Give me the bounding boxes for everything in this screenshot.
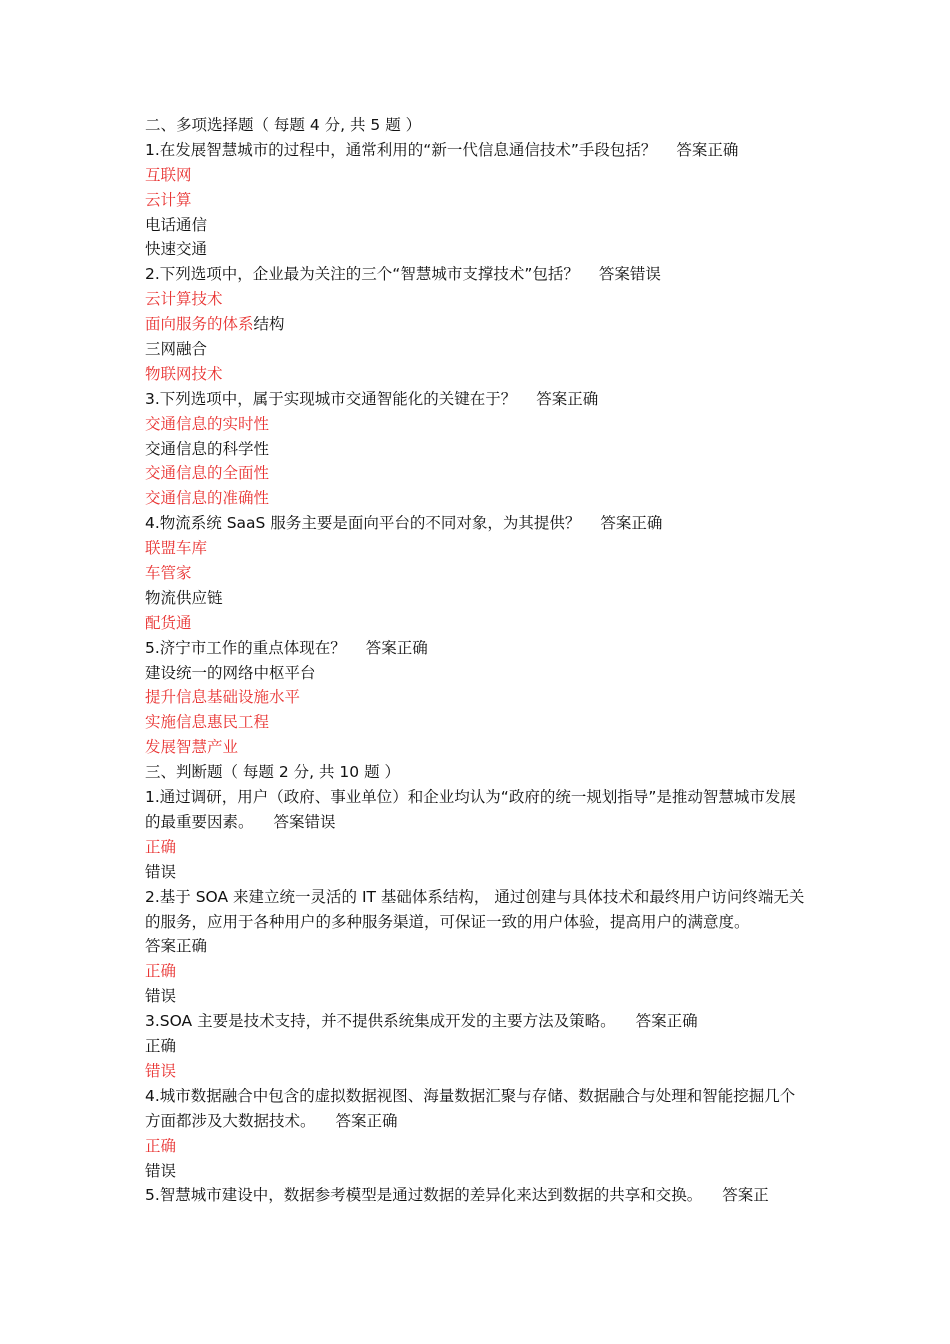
option: 物流供应链 bbox=[145, 588, 223, 607]
question-text: 4.城市数据融合中包含的虚拟数据视图、海量数据汇聚与存储、数据融合与处理和智能挖掘几个方面都涉及大数据技术。 bbox=[145, 1086, 796, 1130]
answer-result: 答案错误 bbox=[598, 265, 661, 284]
question-text: 5.济宁市工作的重点体现在？ bbox=[145, 638, 346, 657]
option: 建设统一的网络中枢平台 bbox=[145, 663, 316, 682]
question-text: 4.物流系统 SaaS 服务主要是面向平台的不同对象，为其提供？ bbox=[145, 514, 581, 533]
answer-result: 答案错误 bbox=[273, 812, 336, 831]
option: 交通信息的科学性 bbox=[145, 439, 270, 458]
answer-result: 答案正确 bbox=[676, 140, 739, 159]
question-text: 2.下列选项中，企业最为关注的三个“智慧城市支撑技术”包括？ bbox=[145, 265, 579, 284]
option-selected: 云计算技术 bbox=[145, 290, 223, 309]
option-selected: 交通信息的实时性 bbox=[145, 414, 270, 433]
question-text: 1.在发展智慧城市的过程中，通常利用的“新一代信息通信技术”手段包括？ bbox=[145, 140, 657, 159]
option-selected: 交通信息的准确性 bbox=[145, 489, 270, 508]
question bbox=[145, 1084, 810, 1134]
option: 错误 bbox=[145, 1161, 177, 1180]
question-text: 1.通过调研，用户（政府、事业单位）和企业均认为“政府的统一规划指导”是推动智慧城市发展的最重要因素。 bbox=[145, 788, 796, 831]
question bbox=[145, 636, 810, 661]
question bbox=[145, 511, 810, 536]
option bbox=[145, 312, 810, 337]
question-text: 3.SOA 主要是技术支持，并不提供系统集成开发的主要方法及策略。 bbox=[145, 1012, 616, 1031]
option-selected: 实施信息惠民工程 bbox=[145, 713, 270, 732]
question-text: 5.智慧城市建设中，数据参考模型是通过数据的差异化来达到数据的共享和交换。 bbox=[145, 1186, 703, 1205]
section-heading-multiple-choice: 二、多项选择题（ 每题 4 分, 共 5 题 ） bbox=[145, 116, 422, 134]
option-selected: 互联网 bbox=[145, 165, 192, 184]
question bbox=[145, 785, 810, 835]
option-selected: 发展智慧产业 bbox=[145, 738, 239, 757]
option-selected-part: 面向服务的体系 bbox=[145, 315, 254, 334]
option-selected: 云计算 bbox=[145, 190, 192, 209]
answer-result: 答案正确 bbox=[145, 937, 208, 956]
answer-result: 答案正 bbox=[722, 1186, 769, 1205]
option: 三网融合 bbox=[145, 340, 208, 359]
option-part: 结构 bbox=[253, 315, 285, 334]
option-selected: 联盟车库 bbox=[145, 539, 208, 558]
option-selected: 正确 bbox=[145, 962, 177, 981]
option: 错误 bbox=[145, 987, 177, 1006]
option-selected: 提升信息基础设施水平 bbox=[145, 688, 301, 707]
option: 快速交通 bbox=[145, 240, 208, 259]
answer-result: 答案正确 bbox=[365, 638, 428, 657]
option-selected: 配货通 bbox=[145, 613, 192, 632]
option-selected: 交通信息的全面性 bbox=[145, 464, 270, 483]
question bbox=[145, 1183, 810, 1208]
question bbox=[145, 1009, 810, 1034]
option-selected: 正确 bbox=[145, 837, 177, 856]
question-text: 3.下列选项中，属于实现城市交通智能化的关键在于？ bbox=[145, 389, 517, 408]
question bbox=[145, 262, 810, 287]
option: 正确 bbox=[145, 1037, 177, 1056]
section-heading-true-false: 三、判断题（ 每题 2 分, 共 10 题 ） bbox=[145, 763, 401, 782]
option: 电话通信 bbox=[145, 215, 208, 234]
answer-result: 答案正确 bbox=[335, 1111, 398, 1130]
option-selected: 错误 bbox=[145, 1061, 177, 1080]
question bbox=[145, 138, 810, 163]
option: 错误 bbox=[145, 862, 177, 881]
answer-result: 答案正确 bbox=[536, 389, 599, 408]
answer-result: 答案正确 bbox=[600, 514, 663, 533]
question: 2.基于 SOA 来建立统一灵活的 IT 基础体系结构， 通过创建与具体技术和最终用户访问终端无关的服务，应用于各种用户的多种服务渠道，可保证一致的用户体验，提高用户的满意度。 bbox=[145, 887, 805, 931]
option-selected: 车管家 bbox=[145, 564, 192, 583]
answer-result: 答案正确 bbox=[635, 1012, 698, 1031]
option-selected: 正确 bbox=[145, 1136, 177, 1155]
question bbox=[145, 387, 810, 412]
option-selected: 物联网技术 bbox=[145, 364, 223, 383]
document-page bbox=[145, 113, 810, 1208]
